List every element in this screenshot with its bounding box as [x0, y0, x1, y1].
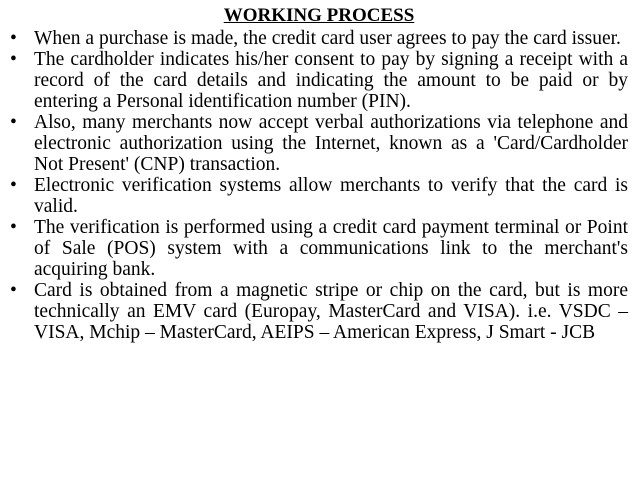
list-item-text: Electronic verification systems allow merchants to verify that the card is valid.	[34, 175, 628, 217]
slide-title: WORKING PROCESS	[223, 5, 415, 26]
bullet-icon: •	[10, 175, 17, 196]
list-item-text: Also, many merchants now accept verbal authorizations via telephone and electronic authorization using the Internet, known as a 'Card/Cardholder Not Present' (CNP) transaction.	[34, 112, 628, 175]
list-item	[10, 280, 628, 343]
list-item	[10, 112, 628, 175]
list-item	[10, 28, 628, 49]
bullet-icon: •	[10, 49, 17, 70]
list-item-text: Card is obtained from a magnetic stripe or chip on the card, but is more technically an EMV card (Europay, MasterCard and VISA). i.e. VSDC – VISA, Mchip – MasterCard, AEIPS – American Express, J Smart - JCB	[34, 280, 628, 343]
bullet-icon: •	[10, 112, 17, 133]
bullet-icon: •	[10, 28, 17, 49]
list-item-text: The verification is performed using a credit card payment terminal or Point of Sale (POS) system with a communications link to the merchant's acquiring bank.	[34, 217, 628, 280]
bullet-icon: •	[10, 280, 17, 301]
list-item-text: The cardholder indicates his/her consent to pay by signing a receipt with a record of the card details and indicating the amount to be paid or by entering a Personal identification number (PIN).	[34, 49, 628, 112]
list-item-text: When a purchase is made, the credit card user agrees to pay the card issuer.	[34, 28, 621, 49]
list-item	[10, 49, 628, 112]
bullet-icon: •	[10, 217, 17, 238]
bullet-list	[10, 28, 628, 343]
list-item	[10, 217, 628, 280]
list-item	[10, 175, 628, 217]
